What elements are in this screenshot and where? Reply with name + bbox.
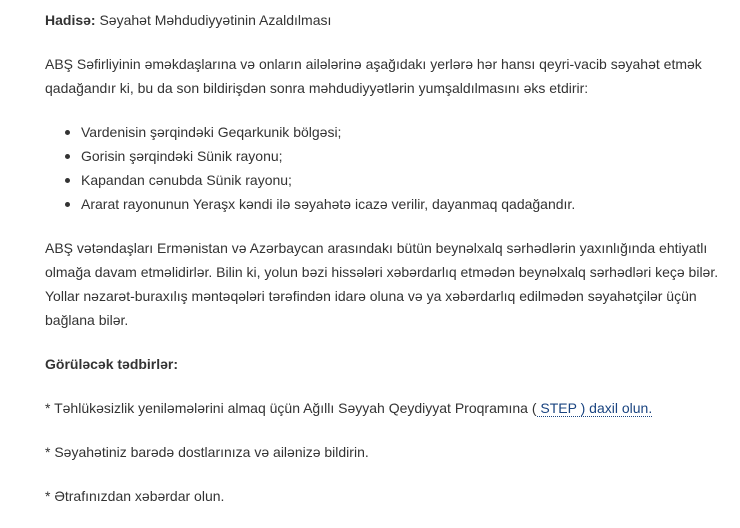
list-item-text: Ararat rayonunun Yeraşx kəndi ilə səyahətə icazə verilir, dayanmaq qadağandır. [81, 196, 576, 212]
step-link-suffix: ) daxil olun. [580, 400, 653, 416]
incident-line [45, 8, 730, 32]
bullet-icon [65, 130, 70, 135]
list-item [81, 168, 730, 192]
action-aware: * Ətrafınızdan xəbərdar olun. [45, 488, 225, 504]
actions-heading: Görüləcək tədbirlər: [45, 356, 179, 372]
intro-paragraph: ABŞ Səfirliyinin əməkdaşlarına və onların ailələrinə aşağıdakı yerlərə hər hansı qeyri-vacib səyahət etmək qadağandır ki, bu da son bildirişdən sonra məhdudiyyətlərin yumşaldılmasını əks etdirir: [45, 56, 702, 96]
step-link-text: STEP [536, 400, 581, 416]
action-step-prefix: * Təhlükəsizlik yeniləmələrini almaq üçün Ağıllı Səyyah Qeydiyyat Proqramına ( [45, 400, 537, 416]
article-body [45, 8, 730, 528]
list-item [81, 120, 730, 144]
incident-text: Səyahət Məhdudiyyətinin Azaldılması [95, 12, 332, 28]
bullet-icon [65, 202, 70, 207]
list-item-text: Gorisin şərqindəki Sünik rayonu; [81, 148, 283, 164]
action-step [45, 396, 730, 420]
list-item [81, 144, 730, 168]
list-item-text: Kapandan cənubda Sünik rayonu; [81, 172, 292, 188]
list-item [81, 192, 730, 216]
list-item-text: Vardenisin şərqindəki Geqarkunik bölgəsi; [81, 124, 342, 140]
incident-label: Hadisə: [45, 12, 96, 28]
step-link[interactable] [537, 400, 653, 417]
citizens-paragraph: ABŞ vətəndaşları Ermənistan və Azərbaycan arasındakı bütün beynəlxalq sərhədlərin yaxınlığında ehtiyatlı olmağa davam etməlidirlər. Bilin ki, yolun bəzi hissələri xəbərdarlıq etmədən beynəlxalq sərhədləri keçə bilər. Yollar nəzarət-buraxılış məntəqələri tərəfindən idarə oluna və ya xəbərdarlıq edilmədən səyahətçilər üçün bağlana bilər. [45, 240, 719, 328]
bullet-icon [65, 178, 70, 183]
bullet-icon [65, 154, 70, 159]
action-inform: * Səyahətiniz barədə dostlarınıza və ailənizə bildirin. [45, 444, 369, 460]
restricted-locations-list [45, 120, 730, 216]
